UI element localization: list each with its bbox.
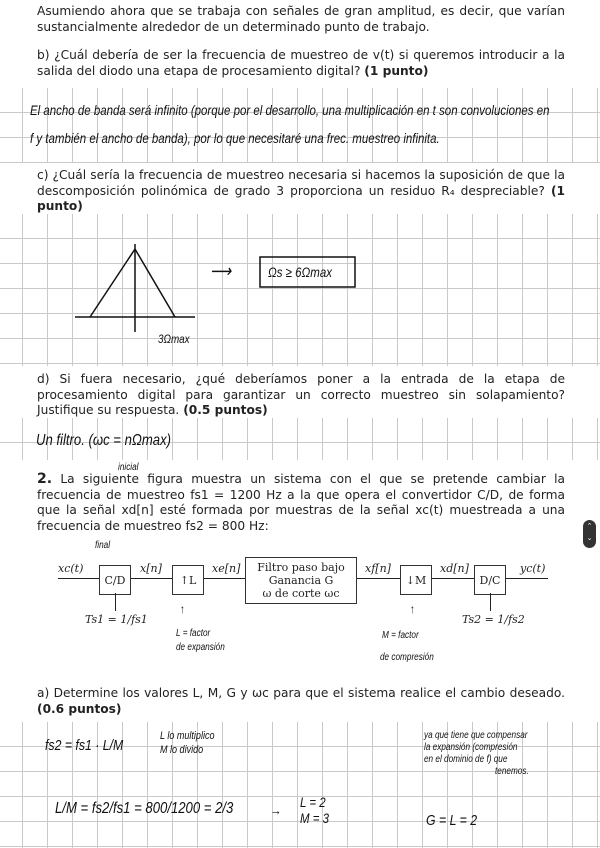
brace-line-2: M lo divido bbox=[160, 744, 204, 756]
note-line-1: ya que tiene que compensar bbox=[424, 730, 528, 741]
note-line-2: la expansión (compresión bbox=[424, 742, 518, 753]
signal-xd: xd[n] bbox=[440, 562, 469, 575]
block-diagram bbox=[0, 550, 600, 680]
question-b-points: (1 punto) bbox=[364, 63, 429, 78]
note-line-4: tenemos. bbox=[495, 766, 529, 777]
question-b-text: b) ¿Cuál debería de ser la frecuencia de muestreo de v(t) si queremos introducir a la salida del diodo una etapa de procesamiento digital? bbox=[37, 48, 565, 78]
spectrum-sketch bbox=[0, 214, 600, 366]
chevron-up-icon[interactable]: ⌃ bbox=[586, 522, 593, 530]
signal-xe: xe[n] bbox=[212, 562, 241, 575]
question-d-points: (0.5 puntos) bbox=[183, 403, 268, 417]
arrow-up-icon: ↑ bbox=[410, 602, 415, 616]
question-a-points: (0.6 puntos) bbox=[37, 701, 122, 716]
signal-xc: xc(t) bbox=[58, 562, 84, 575]
downsampler-block: ↓M bbox=[400, 565, 432, 595]
signal-xf: xf[n] bbox=[365, 562, 391, 575]
question-a-text: a) Determine los valores L, M, G y ωc para que el sistema realice el cambio deseado. bbox=[37, 686, 565, 700]
question-c-text: c) ¿Cuál sería la frecuencia de muestreo necesaria si hacemos la suposición de que la descomposición polinómica de grado 3 proporciona un residuo R₄ despreciable? bbox=[37, 168, 565, 198]
question-2-number: 2. bbox=[37, 471, 53, 487]
result-M: M = 3 bbox=[300, 810, 330, 826]
brace-line-1: L lo multiplico bbox=[160, 730, 215, 742]
answer-c-area bbox=[0, 214, 600, 366]
note-M-2: de compresión bbox=[380, 652, 434, 663]
question-b bbox=[37, 48, 565, 79]
question-d bbox=[37, 372, 565, 419]
note-final: final bbox=[95, 540, 111, 551]
note-L-2: de expansión bbox=[176, 642, 225, 653]
sampling-period-1: Ts1 = 1/fs1 bbox=[85, 613, 148, 626]
answer-b-line2: f y también el ancho de banda), por lo que necesitaré una frec. muestreo infinita. bbox=[30, 130, 440, 146]
question-c-points: (1 punto) bbox=[37, 183, 566, 213]
upsampler-block: ↑L bbox=[172, 565, 204, 595]
question-a bbox=[37, 686, 565, 717]
note-L-1: L = factor bbox=[176, 628, 211, 639]
filter-gain: Ganancia G bbox=[268, 574, 334, 587]
question-2-text: La siguiente figura muestra un sistema con el que se pretende cambiar la frecuencia de muestreo fs1 = 1200 Hz a la que opera el convertidor C/D, de forma que la señal xd[n] esté formada por muestras de la señal xc(t) muestreada a una frecuencia de muestreo fs2 = 800 Hz: bbox=[37, 472, 565, 533]
result-L: L = 2 bbox=[300, 794, 326, 810]
intro-text: Asumiendo ahora que se trabaja con señales de gran amplitud, es decir, que varían sustancialmente alrededor de un determinado punto de trabajo. bbox=[37, 4, 565, 34]
axis-label-3omega: 3Ωmax bbox=[158, 332, 190, 346]
filter-cutoff: ω de corte ωc bbox=[262, 587, 340, 600]
signal-yc: yc(t) bbox=[520, 562, 546, 575]
question-c bbox=[37, 168, 565, 215]
dc-converter-block: D/C bbox=[474, 565, 506, 595]
answer-c-result: Ωs ≥ 6Ωmax bbox=[268, 264, 332, 280]
answer-d-area bbox=[0, 418, 600, 460]
note-line-3: en el dominio de f) que bbox=[424, 754, 508, 765]
note-M-1: M = factor bbox=[382, 630, 419, 641]
scroll-indicator[interactable] bbox=[583, 520, 596, 548]
answer-b-line1: El ancho de banda será infinito (porque por el desarrollo, una multiplicación en t son convoluciones en bbox=[30, 102, 550, 118]
answer-a-area bbox=[0, 722, 600, 848]
question-2 bbox=[37, 472, 565, 534]
signal-xn: x[n] bbox=[140, 562, 162, 575]
equation-2: L/M = fs2/fs1 = 800/1200 = 2/3 bbox=[55, 800, 234, 817]
lowpass-filter-block bbox=[245, 557, 357, 604]
arrow-up-icon: ↑ bbox=[180, 602, 185, 616]
arrow-icon: → bbox=[270, 802, 282, 818]
sampling-period-2: Ts2 = 1/fs2 bbox=[462, 613, 525, 626]
equation-1: fs2 = fs1 · L/M bbox=[45, 737, 124, 754]
chevron-down-icon[interactable]: ⌄ bbox=[586, 534, 593, 542]
question-d-text: d) Si fuera necesario, ¿qué deberíamos poner a la entrada de la etapa de procesamiento digital para garantizar un correcto muestreo sin solapamiento? Justifique su respuesta. bbox=[37, 372, 565, 417]
cd-converter-block: C/D bbox=[99, 565, 131, 595]
answer-b-area bbox=[0, 88, 600, 163]
result-G: G = L = 2 bbox=[426, 812, 478, 829]
note-inicial: inicial bbox=[118, 462, 139, 473]
arrow-icon: ⟶ bbox=[210, 261, 232, 281]
answer-d-text: Un filtro. (ωc = nΩmax) bbox=[36, 432, 172, 449]
filter-title: Filtro paso bajo bbox=[257, 561, 345, 574]
